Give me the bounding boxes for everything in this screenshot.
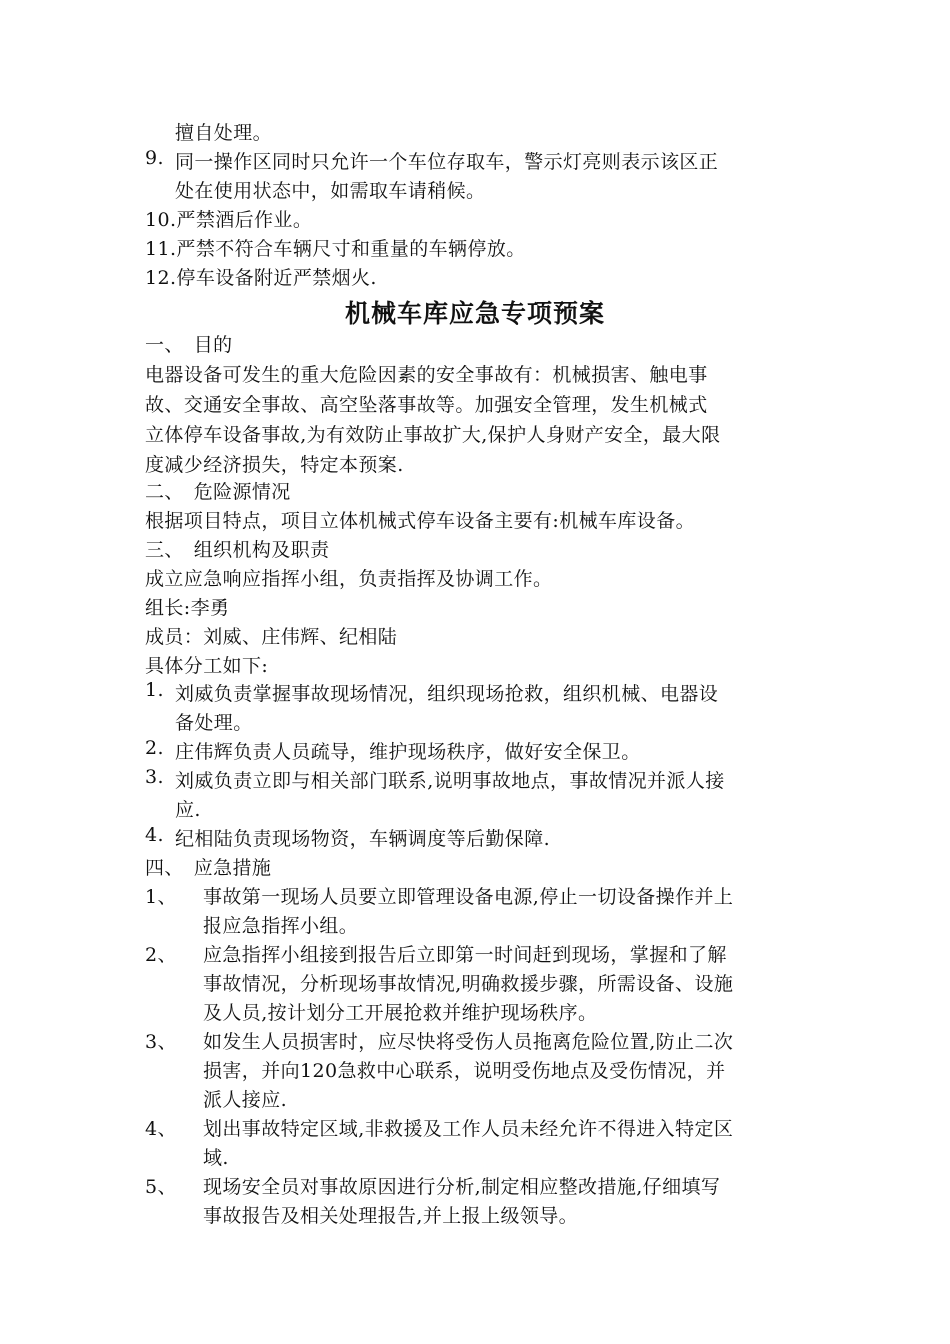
list-item-8-continuation: 擅自处理。 bbox=[175, 122, 273, 144]
list-item-11: 11.严禁不符合车辆尺寸和重量的车辆停放。 bbox=[145, 238, 526, 260]
list-item-9-line-1: 同一操作区同时只允许一个车位存取车，警示灯亮则表示该区正 bbox=[175, 151, 719, 173]
duty-item-4-line-1: 纪相陆负责现场物资，车辆调度等后勤保障. bbox=[175, 828, 551, 850]
measure-item-2-number: 2、 bbox=[145, 944, 177, 966]
measure-item-3-number: 3、 bbox=[145, 1031, 177, 1053]
measure-item-1-line: 事故第一现场人员要立即管理设备电源,停止一切设备操作并上 bbox=[203, 886, 734, 908]
list-item-9-number: 9. bbox=[145, 147, 164, 169]
team-leader-line: 组长:李勇 bbox=[145, 597, 230, 619]
measure-item-4-line: 域. bbox=[203, 1147, 229, 1169]
duty-item-2-line-1: 庄伟辉负责人员疏导，维护现场秩序，做好安全保卫。 bbox=[175, 741, 641, 763]
list-item-12: 12.停车设备附近严禁烟火. bbox=[145, 267, 377, 289]
list-item-10: 10.严禁酒后作业。 bbox=[145, 209, 313, 231]
document-title: 机械车库应急专项预案 bbox=[344, 299, 605, 328]
section-3-heading: 三、 组织机构及职责 bbox=[145, 539, 330, 561]
duty-item-1-line-1: 刘威负责掌握事故现场情况，组织现场抢救，组织机械、电器设 bbox=[175, 683, 719, 705]
division-intro-line: 具体分工如下: bbox=[145, 655, 269, 677]
measure-item-2-line: 及人员,按计划分工开展抢救并维护现场秩序。 bbox=[203, 1002, 598, 1024]
measure-item-4-number: 4、 bbox=[145, 1118, 177, 1140]
measure-item-2-line: 应急指挥小组接到报告后立即第一时间赶到现场，掌握和了解 bbox=[203, 944, 727, 966]
section-2-paragraph: 根据项目特点，项目立体机械式停车设备主要有:机械车库设备。 bbox=[145, 510, 696, 532]
measure-item-4-line: 划出事故特定区域,非救援及工作人员未经允许不得进入特定区 bbox=[203, 1118, 734, 1140]
duty-item-4-number: 4. bbox=[145, 824, 164, 846]
section-1-paragraph-line: 电器设备可发生的重大危险因素的安全事故有：机械损害、触电事 bbox=[145, 364, 708, 386]
measure-item-1-number: 1、 bbox=[145, 886, 177, 908]
measure-item-3-line: 损害，并向120急救中心联系，说明受伤地点及受伤情况，并 bbox=[203, 1060, 726, 1082]
list-item-9-line-2: 处在使用状态中，如需取车请稍候。 bbox=[175, 180, 486, 202]
measure-item-3-line: 如发生人员损害时，应尽快将受伤人员拖离危险位置,防止二次 bbox=[203, 1031, 734, 1053]
duty-item-3-line-2: 应. bbox=[175, 799, 201, 821]
measure-item-2-line: 事故情况，分析现场事故情况,明确救援步骤，所需设备、设施 bbox=[203, 973, 734, 995]
section-2-heading: 二、 危险源情况 bbox=[145, 481, 291, 503]
duty-item-1-line-2: 备处理。 bbox=[175, 712, 253, 734]
measure-item-5-line: 事故报告及相关处理报告,并上报上级领导。 bbox=[203, 1205, 579, 1227]
section-1-paragraph-line: 立体停车设备事故,为有效防止事故扩大,保护人身财产安全，最大限 bbox=[145, 424, 721, 446]
duty-item-1-number: 1. bbox=[145, 679, 164, 701]
measure-item-3-line: 派人接应. bbox=[203, 1089, 288, 1111]
measure-item-5-line: 现场安全员对事故原因进行分析,制定相应整改措施,仔细填写 bbox=[203, 1176, 721, 1198]
section-4-heading: 四、 应急措施 bbox=[145, 857, 272, 879]
measure-item-1-line: 报应急指挥小组。 bbox=[203, 915, 359, 937]
section-1-heading: 一、 目的 bbox=[145, 334, 233, 356]
duty-item-2-number: 2. bbox=[145, 737, 164, 759]
section-1-paragraph-line: 故、交通安全事故、高空坠落事故等。加强安全管理，发生机械式 bbox=[145, 394, 708, 416]
duty-item-3-number: 3. bbox=[145, 766, 164, 788]
section-1-paragraph-line: 度减少经济损失，特定本预案. bbox=[145, 454, 404, 476]
measure-item-5-number: 5、 bbox=[145, 1176, 177, 1198]
team-members-line: 成员：刘威、庄伟辉、纪相陆 bbox=[145, 626, 398, 648]
duty-item-3-line-1: 刘威负责立即与相关部门联系,说明事故地点，事故情况并派人接 bbox=[175, 770, 725, 792]
section-3-paragraph-line: 成立应急响应指挥小组，负责指挥及协调工作。 bbox=[145, 568, 553, 590]
